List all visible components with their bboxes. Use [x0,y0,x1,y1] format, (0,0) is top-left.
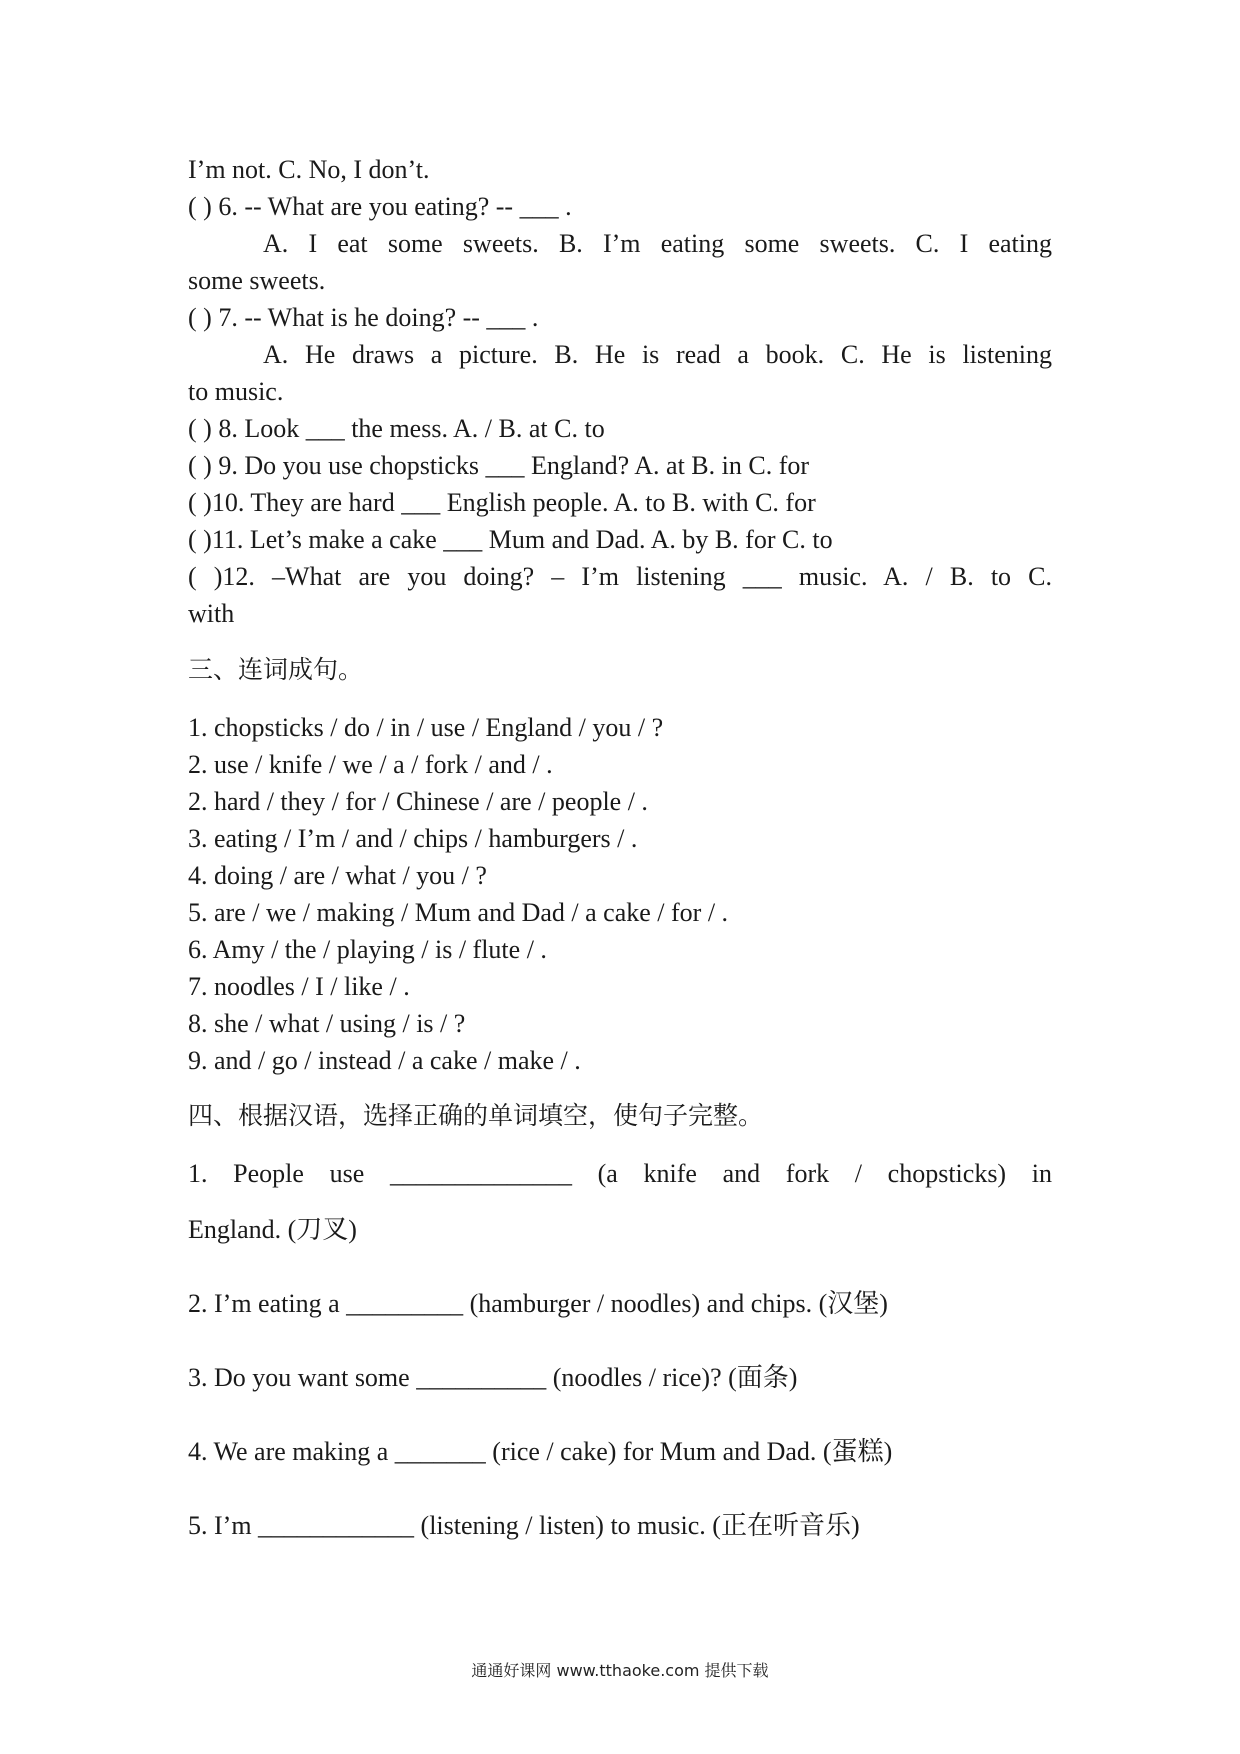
s3-item: 6. Amy / the / playing / is / flute / . [188,935,547,964]
question-10: ( )10. They are hard ___ English people. A. to B. with C. for [188,488,816,517]
question-12: ( )12. –What are you doing? – I’m listening ___ music. A. / B. to C. [188,562,1052,591]
section-4-title: 四、根据汉语，选择正确的单词填空，使句子完整。 [188,1103,764,1130]
question-12-continuation: with [188,599,235,628]
s4-item-3: 3. Do you want some __________ (noodles / rice)? (面条) [188,1363,798,1392]
s3-item: 2. use / knife / we / a / fork / and / . [188,750,553,779]
question-7-options: A. He draws a picture. B. He is read a book. C. He is listening [263,340,1052,369]
q5-continuation: I’m not. C. No, I don’t. [188,155,430,184]
question-7-options-continuation: to music. [188,377,284,406]
question-9: ( ) 9. Do you use chopsticks ___ England? A. at B. in C. for [188,451,810,480]
section-3-title: 三、连词成句。 [188,657,364,684]
s3-item: 1. chopsticks / do / in / use / England / you / ? [188,713,664,742]
s4-item-2: 2. I’m eating a _________ (hamburger / noodles) and chips. (汉堡) [188,1289,888,1318]
s4-item-1-continuation: England. (刀叉) [188,1215,357,1244]
s3-item: 3. eating / I’m / and / chips / hamburgers / . [188,824,638,853]
s4-item-4: 4. We are making a _______ (rice / cake) for Mum and Dad. (蛋糕) [188,1437,893,1466]
question-8: ( ) 8. Look ___ the mess. A. / B. at C. to [188,414,605,443]
s3-item: 5. are / we / making / Mum and Dad / a cake / for / . [188,898,729,927]
s3-item: 9. and / go / instead / a cake / make / . [188,1046,581,1075]
s3-item: 7. noodles / I / like / . [188,972,410,1001]
s3-item: 8. she / what / using / is / ? [188,1009,466,1038]
page-footer: 通通好课网 www.tthaoke.com 提供下载 [471,1661,769,1680]
s3-item: 4. doing / are / what / you / ? [188,861,487,890]
s3-item: 2. hard / they / for / Chinese / are / people / . [188,787,648,816]
s4-item-5: 5. I’m ____________ (listening / listen) to music. (正在听音乐) [188,1511,860,1540]
question-11: ( )11. Let’s make a cake ___ Mum and Dad. A. by B. for C. to [188,525,833,554]
question-6-options-continuation: some sweets. [188,266,326,295]
question-6: ( ) 6. -- What are you eating? -- ___ . [188,192,572,221]
question-6-options: A. I eat some sweets. B. I’m eating some sweets. C. I eating [263,229,1052,258]
question-7: ( ) 7. -- What is he doing? -- ___ . [188,303,539,332]
s4-item-1: 1. People use ______________ (a knife and fork / chopsticks) in [188,1159,1052,1188]
